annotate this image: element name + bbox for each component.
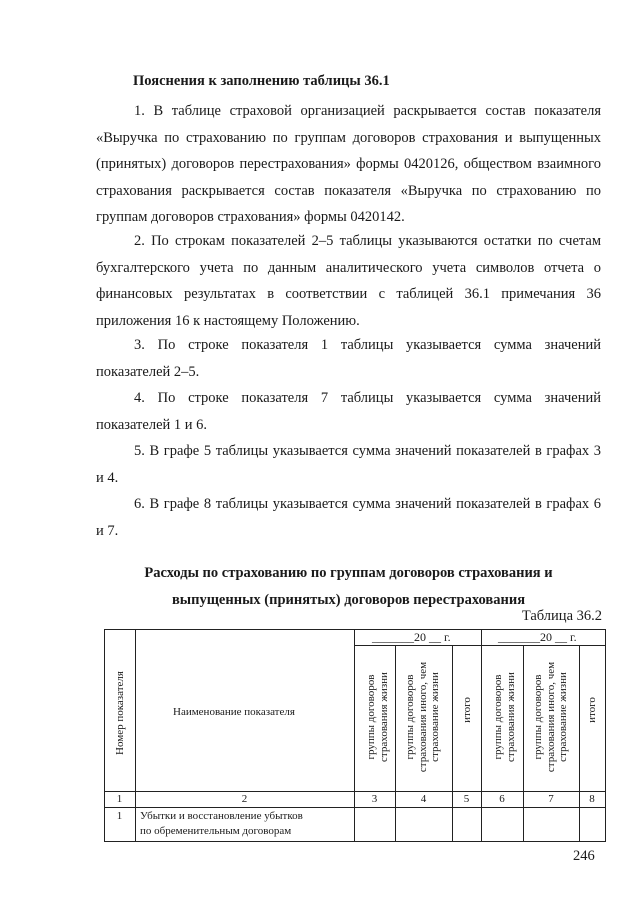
page-number: 246 (573, 848, 595, 864)
table-title-line-1: Расходы по страхованию по группам договоров страхования и (144, 565, 553, 581)
paragraph-2: 2. По строкам показателей 2–5 таблицы указываются остатки по счетам бухгалтерского учета по данным аналитического учета символов отчета о финансовых результатах в соответствии с таблицей 36.1 примечания 36 приложения 16 к настоящему Положению. (96, 233, 601, 329)
section-heading: Пояснения к заполнению таблицы 36.1 (133, 73, 390, 89)
paragraph-5: 5. В графе 5 таблицы указывается сумма значений показателей в графах 3 и 4. (96, 443, 601, 486)
col-number-5: 5 (463, 793, 470, 805)
col-number-4: 4 (420, 793, 427, 805)
paragraph-6: 6. В графе 8 таблицы указывается сумма значений показателей в графах 6 и 7. (96, 496, 601, 539)
col-number-7: 7 (548, 793, 554, 805)
col4-header: группы договоров страхования иного, чем страхование жизни (404, 661, 441, 773)
col-number-6: 6 (499, 793, 505, 805)
col-number-header: Номер показателя (114, 671, 126, 755)
table-row-1-number: 1 (116, 810, 123, 822)
table-title-line-2: выпущенных (принятых) договоров перестрахования (171, 592, 526, 608)
year-header-1: _______20 __ г. (372, 630, 451, 644)
year-header-2: _______20 __ г. (498, 630, 577, 644)
col8-header: итого (586, 697, 598, 723)
col6-header: группы договоров страхования жизни (492, 672, 517, 762)
col7-header: группы договоров страхования иного, чем страхование жизни (532, 661, 569, 773)
col5-header: итого (461, 697, 473, 723)
table-row-1-name: Убытки и восстановление убытков по обременительным договорам (140, 810, 303, 837)
col-number-3: 3 (371, 793, 378, 805)
table-label: Таблица 36.2 (521, 608, 602, 624)
table-title (96, 560, 601, 614)
paragraph-3: 3. По строке показателя 1 таблицы указывается сумма значений показателей 2–5. (96, 337, 601, 380)
col-number-1: 1 (116, 793, 123, 805)
col-number-2: 2 (241, 793, 248, 805)
paragraph-1: 1. В таблице страховой организацией раскрывается состав показателя «Выручка по страхованию по группам договоров страхования и выпущенных (принятых) договоров перестрахования» формы 0420126, обществом взаимного страхования раскрывается состав показателя «Выручка по страхованию по группам договоров страхования» формы 0420142. (96, 103, 601, 225)
paragraph-4: 4. По строке показателя 7 таблицы указывается сумма значений показателей 1 и 6. (96, 390, 601, 433)
col-name-header: Наименование показателя (173, 706, 295, 718)
col-number-8: 8 (589, 793, 595, 805)
col3-header: группы договоров страхования жизни (365, 672, 390, 762)
